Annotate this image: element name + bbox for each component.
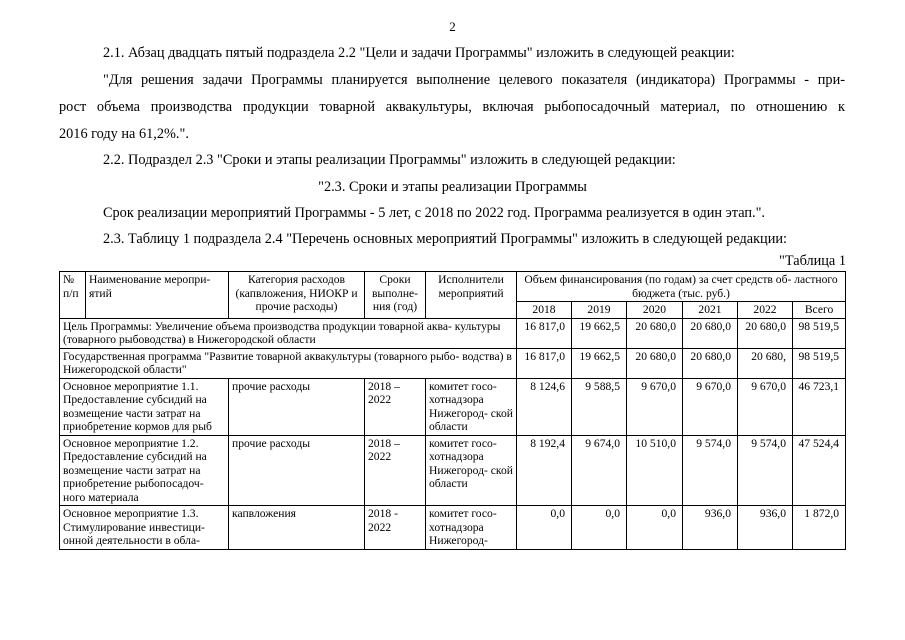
table-caption: "Таблица 1	[779, 253, 846, 269]
header-num: № п/п	[60, 272, 86, 319]
cell-value: 0,0	[517, 506, 572, 550]
cell-value: 19 662,5	[572, 348, 627, 378]
cell-value: 20 680,0	[627, 318, 683, 348]
paragraph-2-1: 2.1. Абзац двадцать пятый подраздела 2.2 "Цели и задачи Программы" изложить в следующей реакции:	[103, 45, 735, 61]
cell-total: 46 723,1	[793, 378, 846, 435]
cell-total: 47 524,4	[793, 435, 846, 506]
table-row	[60, 506, 846, 550]
cell-total: 98 519,5	[793, 348, 846, 378]
table-row-program	[60, 348, 846, 378]
cell-value: 19 662,5	[572, 318, 627, 348]
cell-total: 1 872,0	[793, 506, 846, 550]
cell-value: 20 680,0	[627, 348, 683, 378]
activity-category: прочие расходы	[229, 435, 365, 506]
table-row	[60, 378, 846, 435]
paragraph-terms: Срок реализации мероприятий Программы - 5 лет, с 2018 по 2022 год. Программа реализуется в один этап.".	[103, 205, 766, 221]
header-year: 2022	[738, 302, 793, 319]
header-year: 2020	[627, 302, 683, 319]
paragraph-quote-line2: рост объема производства продукции товарной аквакультуры, включая рыбопосадочный материал, по отношению к	[59, 99, 845, 115]
header-year: 2021	[683, 302, 738, 319]
program-text: Государственная программа "Развитие товарной аквакультуры (товарного рыбо- водства) в Нижегородской области"	[60, 348, 517, 378]
cell-value: 16 817,0	[517, 318, 572, 348]
cell-value: 8 124,6	[517, 378, 572, 435]
page-number: 2	[449, 19, 456, 34]
cell-value: 8 192,4	[517, 435, 572, 506]
header-year: 2019	[572, 302, 627, 319]
activity-executor: комитет госо- хотнадзора Нижегород- ской области	[426, 435, 517, 506]
cell-value: 20 680,	[738, 348, 793, 378]
cell-value: 9 588,5	[572, 378, 627, 435]
header-financing: Объем финансирования (по годам) за счет средств об- ластного бюджета (тыс. руб.)	[517, 272, 846, 302]
cell-value: 16 817,0	[517, 348, 572, 378]
header-total: Всего	[793, 302, 846, 319]
cell-value: 10 510,0	[627, 435, 683, 506]
cell-value: 20 680,0	[683, 318, 738, 348]
cell-value: 0,0	[572, 506, 627, 550]
activity-name: Основное мероприятие 1.2. Предоставление субсидий на возмещение части затрат на приобретение рыбопосадоч- ного материала	[60, 435, 229, 506]
header-name: Наименование меропри- ятий	[86, 272, 229, 319]
cell-value: 9 670,0	[738, 378, 793, 435]
activity-name: Основное мероприятие 1.3. Стимулирование инвестици- онной деятельности в обла-	[60, 506, 229, 550]
subsection-heading: "2.3. Сроки и этапы реализации Программы	[318, 179, 587, 195]
activity-terms: 2018 – 2022	[365, 435, 426, 506]
cell-value: 20 680,0	[738, 318, 793, 348]
header-executors: Исполнители мероприятий	[426, 272, 517, 319]
header-year: 2018	[517, 302, 572, 319]
activity-terms: 2018 – 2022	[365, 378, 426, 435]
cell-value: 0,0	[627, 506, 683, 550]
header-terms: Сроки выполне- ния (год)	[365, 272, 426, 319]
goal-text: Цель Программы: Увеличение объема производства продукции товарной аква- культуры (товарного рыбоводства) в Нижегородской области	[60, 318, 517, 348]
cell-value: 9 670,0	[683, 378, 738, 435]
paragraph-2-3: 2.3. Таблицу 1 подраздела 2.4 "Перечень основных мероприятий Программы" изложить в следующей редакции:	[103, 231, 787, 247]
activity-terms: 2018 - 2022	[365, 506, 426, 550]
activity-executor: комитет госо- хотнадзора Нижегород- ской области	[426, 378, 517, 435]
paragraph-quote-line3: 2016 году на 61,2%.".	[59, 126, 189, 142]
cell-value: 9 670,0	[627, 378, 683, 435]
cell-total: 98 519,5	[793, 318, 846, 348]
activity-name: Основное мероприятие 1.1. Предоставление субсидий на возмещение части затрат на приобретение кормов для рыб	[60, 378, 229, 435]
table-row	[60, 435, 846, 506]
table-header-row	[60, 272, 846, 302]
cell-value: 9 574,0	[738, 435, 793, 506]
activity-executor: комитет госо- хотнадзора Нижегород-	[426, 506, 517, 550]
cell-value: 936,0	[738, 506, 793, 550]
paragraph-quote-line1: "Для решения задачи Программы планируется выполнение целевого показателя (индикатора) Программы - при-	[103, 72, 845, 88]
paragraph-2-2: 2.2. Подраздел 2.3 "Сроки и этапы реализации Программы" изложить в следующей редакции:	[103, 152, 676, 168]
cell-value: 9 574,0	[683, 435, 738, 506]
header-category: Категория расходов (капвложения, НИОКР и прочие расходы)	[229, 272, 365, 319]
cell-value: 20 680,0	[683, 348, 738, 378]
table-row-goal	[60, 318, 846, 348]
activity-category: капвложения	[229, 506, 365, 550]
cell-value: 936,0	[683, 506, 738, 550]
activity-category: прочие расходы	[229, 378, 365, 435]
financing-table	[59, 271, 846, 550]
cell-value: 9 674,0	[572, 435, 627, 506]
